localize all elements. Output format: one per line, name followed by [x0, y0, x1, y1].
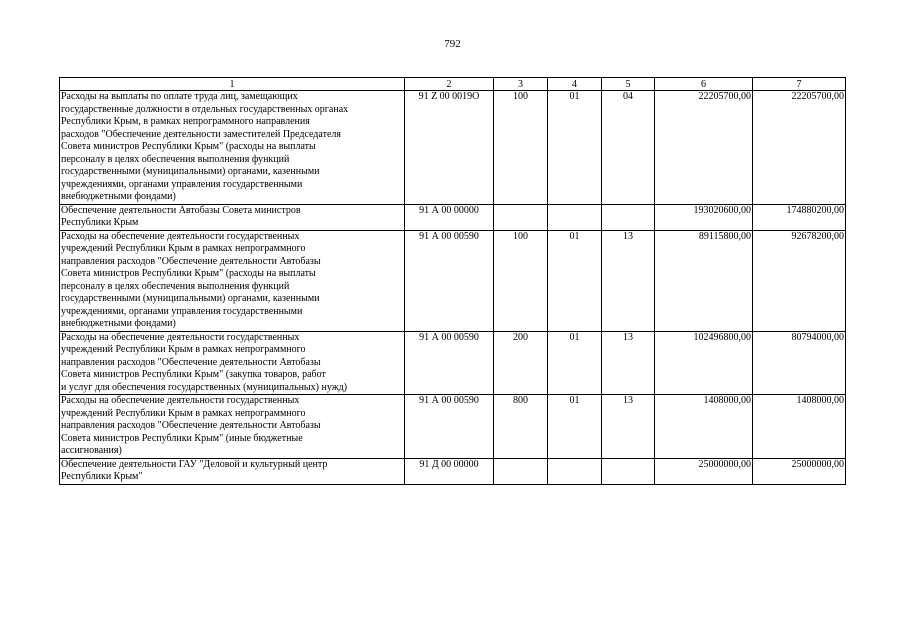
expense-description	[60, 458, 405, 484]
amount-column-6: 102496800,00	[655, 331, 753, 395]
description-line: Совета министров Республики Крым" (иные бюджетные	[61, 432, 303, 444]
amount-column-6: 25000000,00	[655, 458, 753, 484]
description-line: направления расходов "Обеспечение деятельности Автобазы	[61, 255, 321, 267]
expense-description	[60, 230, 405, 331]
expense-description	[60, 331, 405, 395]
description-line: направления расходов "Обеспечение деятельности Автобазы	[61, 420, 321, 431]
expense-type-code: 100	[494, 91, 548, 205]
amount-column-7: 174880200,00	[753, 204, 846, 230]
description-line: государственные должности в отдельных государственных органах	[61, 103, 349, 115]
expense-type-code	[494, 458, 548, 484]
description-line: Совета министров Республики Крым" (закупка товаров, работ	[61, 369, 326, 380]
budget-classification-code: 91 А 00 00590	[405, 395, 494, 459]
description-line: ассигнования)	[61, 445, 122, 456]
budget-classification-code: 91 А 00 00590	[405, 230, 494, 331]
section-code: 01	[548, 230, 602, 331]
subsection-code	[602, 204, 655, 230]
description-line: расходов "Обеспечение деятельности заместителей Председателя	[61, 128, 341, 140]
description-line: учреждениями, органами управления государственными	[61, 305, 303, 317]
description-line: Обеспечение деятельности ГАУ "Деловой и культурный центр	[61, 458, 328, 470]
budget-classification-code: 91 А 00 00000	[405, 204, 494, 230]
section-code: 01	[548, 91, 602, 205]
description-line: внебюджетными фондами)	[61, 191, 176, 202]
subsection-code	[602, 458, 655, 484]
description-line: и услуг для обеспечения государственных (муниципальных) нужд)	[61, 381, 348, 393]
description-line: Совета министров Республики Крым" (расходы на выплаты	[61, 141, 316, 152]
description-line: учреждений Республики Крым в рамках непрограммного	[61, 344, 306, 355]
column-header: 6	[655, 78, 753, 91]
description-line: Совета министров Республики Крым" (расходы на выплаты	[61, 268, 316, 279]
column-header: 1	[60, 78, 405, 91]
description-line: направления расходов "Обеспечение деятельности Автобазы	[61, 356, 321, 368]
table-row	[60, 91, 846, 205]
description-line: учреждений Республики Крым в рамках непрограммного	[61, 243, 306, 254]
table-row	[60, 230, 846, 331]
description-line: Расходы на обеспечение деятельности государственных	[61, 331, 300, 343]
section-code	[548, 458, 602, 484]
amount-column-6: 1408000,00	[655, 395, 753, 459]
description-line: государственными (муниципальными) органами, казенными	[61, 166, 320, 177]
amount-column-6: 22205700,00	[655, 91, 753, 205]
section-code: 01	[548, 331, 602, 395]
amount-column-7: 1408000,00	[753, 395, 846, 459]
description-line: Республики Крым	[61, 217, 139, 228]
description-line: персоналу в целях обеспечения выполнения функций	[61, 280, 290, 292]
column-header: 5	[602, 78, 655, 91]
expense-type-code: 100	[494, 230, 548, 331]
table-row	[60, 395, 846, 459]
description-line: Расходы на выплаты по оплате труда лиц, замещающих	[61, 91, 298, 102]
table-row	[60, 458, 846, 484]
amount-column-7: 80794000,00	[753, 331, 846, 395]
amount-column-7: 22205700,00	[753, 91, 846, 205]
subsection-code: 04	[602, 91, 655, 205]
description-line: учреждений Республики Крым в рамках непрограммного	[61, 407, 306, 419]
budget-classification-code: 91 Z 00 0019О	[405, 91, 494, 205]
description-line: персоналу в целях обеспечения выполнения функций	[61, 153, 290, 165]
description-line: внебюджетными фондами)	[61, 318, 176, 329]
column-header: 4	[548, 78, 602, 91]
description-line: Республики Крым"	[61, 471, 143, 482]
description-line: Расходы на обеспечение деятельности государственных	[61, 395, 300, 406]
page-number: 792	[444, 38, 461, 50]
column-header: 3	[494, 78, 548, 91]
budget-classification-code: 91 Д 00 00000	[405, 458, 494, 484]
expense-description	[60, 91, 405, 205]
description-line: государственными (муниципальными) органами, казенными	[61, 293, 320, 304]
description-line: Обеспечение деятельности Автобазы Совета министров	[61, 204, 301, 216]
table-header-row	[60, 78, 846, 91]
subsection-code: 13	[602, 230, 655, 331]
amount-column-7: 92678200,00	[753, 230, 846, 331]
subsection-code: 13	[602, 331, 655, 395]
expense-type-code	[494, 204, 548, 230]
section-code: 01	[548, 395, 602, 459]
description-line: Республики Крым, в рамках непрограммного направления	[61, 116, 310, 127]
expense-description	[60, 204, 405, 230]
expense-type-code: 800	[494, 395, 548, 459]
budget-classification-code: 91 А 00 00590	[405, 331, 494, 395]
table-row	[60, 331, 846, 395]
table-row	[60, 204, 846, 230]
amount-column-6: 89115800,00	[655, 230, 753, 331]
amount-column-6: 193020600,00	[655, 204, 753, 230]
column-header: 2	[405, 78, 494, 91]
description-line: Расходы на обеспечение деятельности государственных	[61, 230, 300, 242]
description-line: учреждениями, органами управления государственными	[61, 178, 303, 190]
expense-type-code: 200	[494, 331, 548, 395]
amount-column-7: 25000000,00	[753, 458, 846, 484]
expense-description	[60, 395, 405, 459]
column-header: 7	[753, 78, 846, 91]
budget-table	[59, 77, 846, 485]
section-code	[548, 204, 602, 230]
subsection-code: 13	[602, 395, 655, 459]
